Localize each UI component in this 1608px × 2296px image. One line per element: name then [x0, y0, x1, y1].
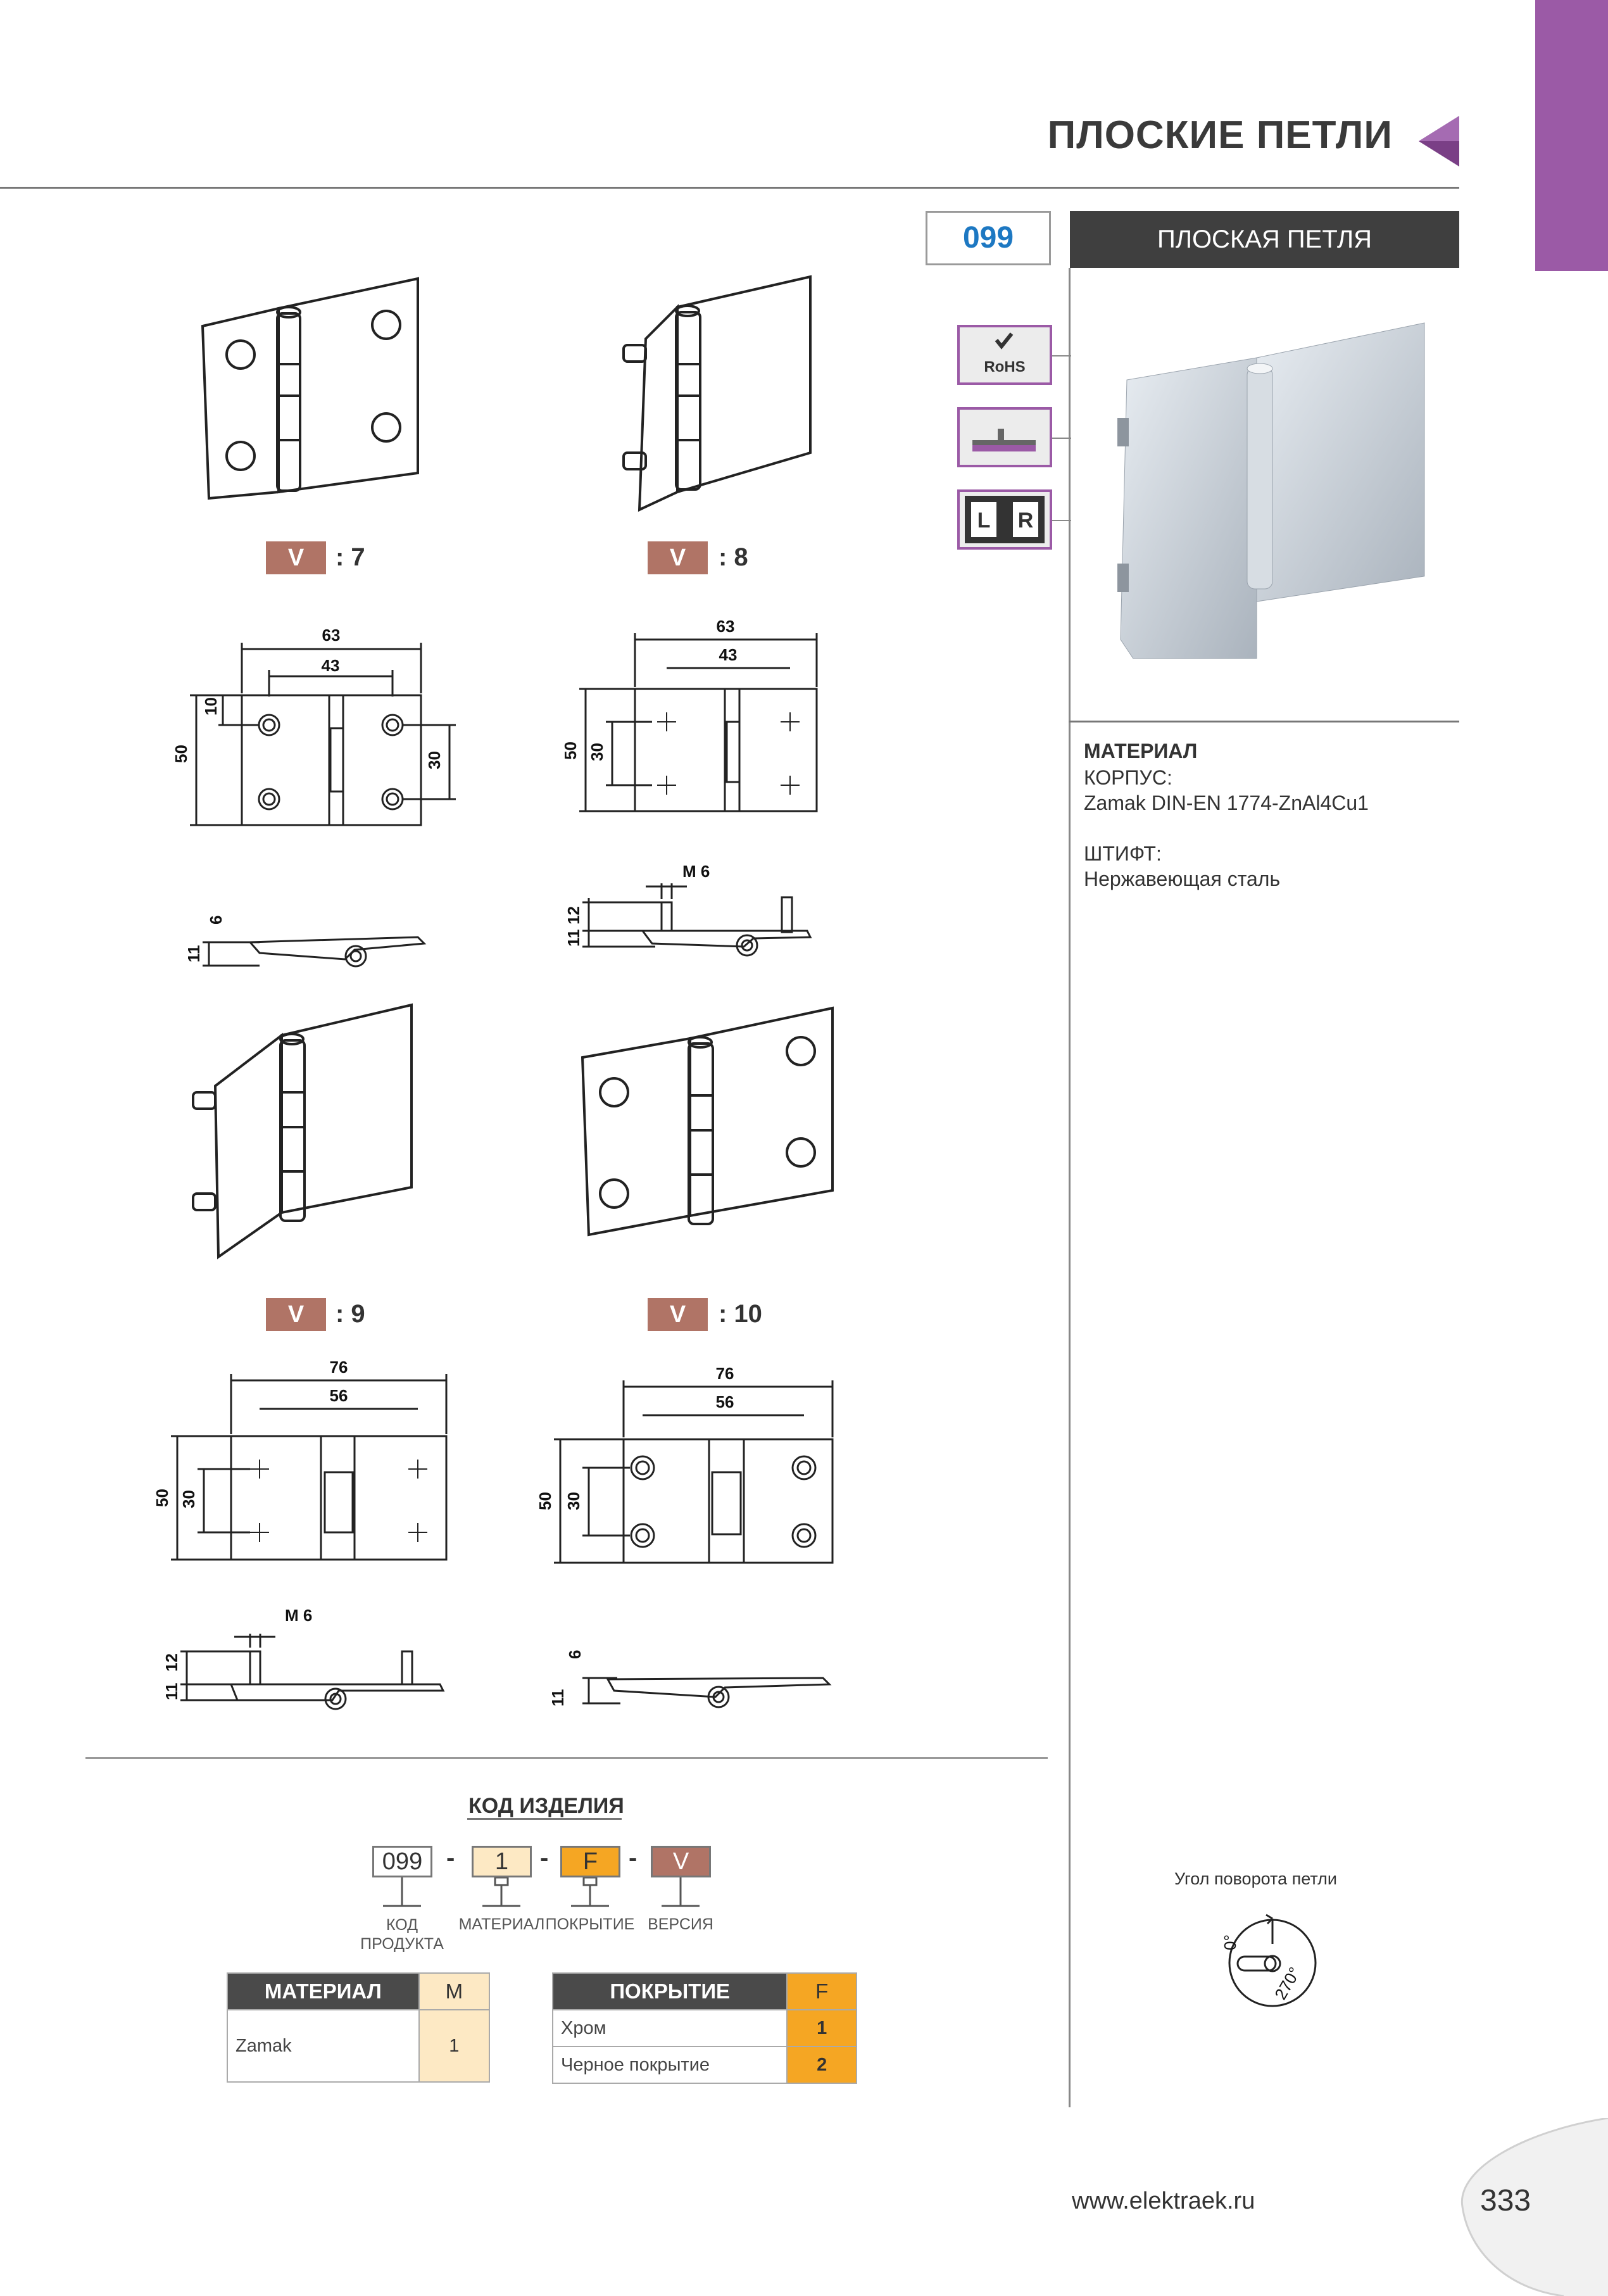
dim-6-v10: 6	[565, 1649, 584, 1659]
header-divider	[0, 187, 1459, 189]
pin-label: ШТИФТ:	[1084, 842, 1162, 865]
code-label-product: КОД ПРОДУКТА	[360, 1916, 444, 1953]
dim-12-v8: 12	[564, 906, 583, 924]
code-label-coating: ПОКРЫТИЕ	[545, 1915, 635, 1933]
rohs-label: RoHS	[984, 358, 1026, 375]
tech-drawing-v7	[171, 621, 468, 988]
hinge-drawing-v9	[187, 997, 421, 1263]
icon-leader-lines	[1052, 348, 1071, 538]
dim-50-v7: 50	[172, 745, 191, 763]
tech-drawing-v9	[149, 1355, 465, 1722]
flat-mount-icon	[957, 407, 1052, 467]
code-box-product: 099	[372, 1846, 432, 1877]
hinge-drawing-v8	[608, 269, 817, 516]
material-table	[227, 1972, 490, 2083]
product-photo	[1095, 298, 1437, 690]
left-right-icon	[957, 489, 1052, 550]
dim-63-v8: 63	[716, 617, 735, 636]
dim-11-v10: 11	[548, 1689, 567, 1706]
coating-table-code-header: F	[787, 1973, 857, 2010]
footer-url[interactable]: www.elektraek.ru	[1072, 2188, 1255, 2214]
coating-table-header: ПОКРЫТИЕ	[553, 1973, 787, 2010]
dim-56-v10: 56	[715, 1392, 734, 1411]
version-number-v8: : 8	[719, 543, 748, 571]
rotation-zero-label: 0°	[1221, 1934, 1240, 1950]
hinge-drawing-v7	[196, 269, 430, 503]
coating-table	[552, 1972, 857, 2084]
dim-43-v7: 43	[321, 656, 340, 675]
material-row-name: Zamak	[227, 2010, 419, 2082]
dim-11-v8: 11	[564, 929, 583, 947]
code-box-material: 1	[472, 1846, 532, 1877]
page-title: ПЛОСКИЕ ПЕТЛИ	[1047, 113, 1393, 157]
product-name: ПЛОСКАЯ ПЕТЛЯ	[1070, 211, 1459, 268]
dim-76-v9: 76	[329, 1358, 348, 1377]
code-connectors	[367, 1877, 722, 1915]
version-number-v10: : 10	[719, 1300, 762, 1328]
code-dash-1: -	[446, 1844, 455, 1872]
pin-value: Нержавеющая сталь	[1084, 867, 1281, 890]
hinge-drawing-v10	[576, 1000, 842, 1254]
code-box-version: V	[651, 1846, 711, 1877]
left-label: L	[977, 508, 991, 533]
rotation-angle-diagram	[1209, 1906, 1336, 2033]
dim-10-v7: 10	[201, 697, 220, 716]
version-badge-v7: V	[266, 541, 326, 574]
coating-row-chrome-code: 1	[787, 2010, 857, 2047]
tech-drawing-v10	[535, 1361, 839, 1722]
dim-50-v10: 50	[536, 1492, 555, 1510]
chapter-tab	[1535, 0, 1608, 271]
dim-11-v7: 11	[184, 945, 203, 962]
body-label: КОРПУС:	[1084, 766, 1172, 789]
material-divider	[1069, 721, 1459, 722]
dim-43-v8: 43	[719, 645, 738, 664]
rotation-angle-label: 270°	[1271, 1964, 1305, 2003]
dim-11-v9: 11	[162, 1682, 181, 1700]
code-box-coating: F	[560, 1846, 620, 1877]
coating-row-black-code: 2	[787, 2047, 857, 2083]
rotation-caption: Угол поворота петли	[1174, 1869, 1337, 1888]
dim-30-v9: 30	[179, 1490, 198, 1508]
dim-12-v9: 12	[162, 1653, 181, 1672]
version-badge-v8: V	[648, 541, 708, 574]
dim-56-v9: 56	[329, 1386, 348, 1405]
coating-row-black: Черное покрытие	[553, 2047, 787, 2083]
product-code: 099	[926, 211, 1051, 265]
material-table-code-header: M	[419, 1973, 489, 2010]
code-label-material: МАТЕРИАЛ	[458, 1915, 545, 1933]
dim-76-v10: 76	[715, 1364, 734, 1383]
triangle-marker-icon	[1414, 113, 1464, 170]
code-section-title: КОД ИЗДЕЛИЯ	[468, 1794, 624, 1818]
section-divider	[85, 1757, 1048, 1759]
material-row-code: 1	[419, 2010, 489, 2082]
dim-m6-v9: M 6	[285, 1606, 313, 1625]
vertical-divider	[1069, 268, 1071, 2107]
dim-30-v10: 30	[564, 1492, 583, 1510]
dim-50-v9: 50	[153, 1489, 172, 1507]
code-label-version: ВЕРСИЯ	[648, 1915, 713, 1933]
code-dash-2: -	[540, 1844, 549, 1872]
tech-drawing-v8	[551, 614, 842, 975]
code-title-underline	[467, 1818, 622, 1820]
coating-row-chrome: Хром	[553, 2010, 787, 2047]
version-number-v7: : 7	[336, 543, 365, 571]
right-label: R	[1017, 508, 1034, 533]
dim-m6-v8: M 6	[682, 862, 710, 881]
dim-63-v7: 63	[322, 626, 341, 645]
material-heading: МАТЕРИАЛ	[1084, 740, 1198, 762]
rohs-icon	[957, 325, 1052, 385]
dim-30-v8: 30	[587, 743, 606, 761]
version-badge-v10: V	[648, 1298, 708, 1331]
code-dash-3: -	[629, 1844, 638, 1872]
page-number: 333	[1480, 2184, 1531, 2217]
body-value: Zamak DIN-EN 1774-ZnAl4Cu1	[1084, 792, 1369, 814]
version-badge-v9: V	[266, 1298, 326, 1331]
dim-30-v7: 30	[425, 751, 444, 769]
version-number-v9: : 9	[336, 1300, 365, 1328]
dim-50-v8: 50	[561, 741, 580, 760]
material-table-header: МАТЕРИАЛ	[227, 1973, 419, 2010]
dim-6-v7: 6	[206, 915, 225, 924]
